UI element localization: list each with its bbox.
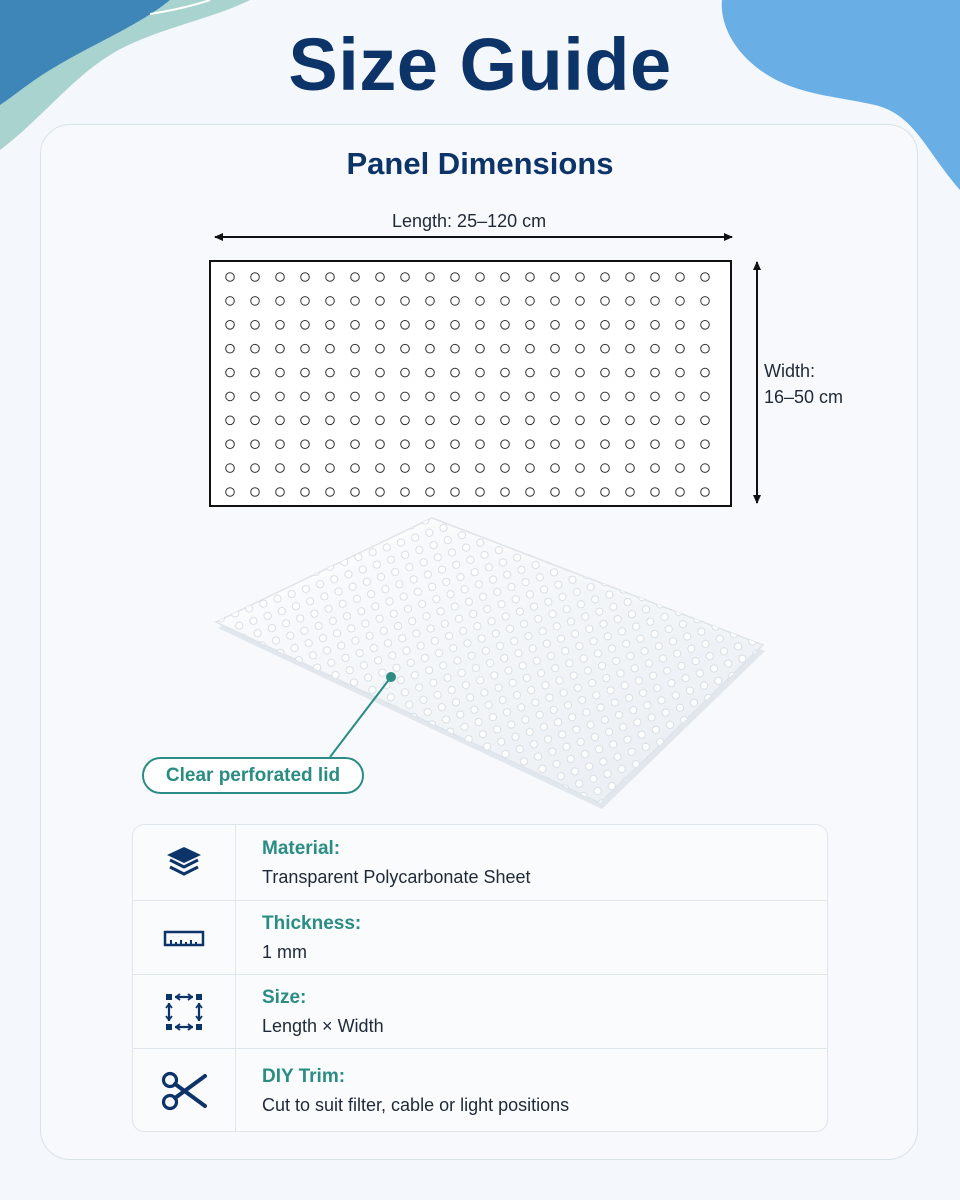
spec-label: DIY Trim: bbox=[262, 1066, 346, 1087]
callout-dot bbox=[386, 672, 396, 682]
spec-icon-cell bbox=[133, 1049, 236, 1132]
spec-row-thickness bbox=[133, 901, 827, 975]
spec-value: Cut to suit filter, cable or light positions bbox=[262, 1095, 570, 1115]
spec-value: Transparent Polycarbonate Sheet bbox=[262, 866, 531, 887]
spec-icon-cell bbox=[133, 825, 236, 900]
scissors-icon bbox=[161, 1070, 207, 1112]
layers-icon bbox=[164, 845, 204, 881]
spec-text bbox=[236, 1049, 569, 1132]
length-dimension-label: Length: 25–120 cm bbox=[392, 211, 547, 231]
spec-icon-cell bbox=[133, 975, 236, 1048]
page-title: Size Guide bbox=[288, 23, 672, 106]
spec-text bbox=[236, 975, 384, 1048]
spec-table bbox=[132, 824, 828, 1132]
spec-value: 1 mm bbox=[262, 941, 307, 962]
spec-row-material bbox=[133, 825, 827, 901]
width-label-range: 16–50 cm bbox=[764, 387, 844, 408]
spec-text bbox=[236, 901, 361, 974]
spec-label: Size: bbox=[262, 986, 307, 1008]
spec-text bbox=[236, 825, 531, 900]
spec-row-size bbox=[133, 975, 827, 1049]
resize-icon bbox=[164, 992, 204, 1032]
section-title: Panel Dimensions bbox=[346, 146, 614, 181]
ruler-icon bbox=[163, 925, 205, 951]
spec-icon-cell bbox=[133, 901, 236, 974]
spec-value: Length × Width bbox=[262, 1015, 384, 1036]
callout-label: Clear perforated lid bbox=[142, 757, 364, 794]
spec-row-diy-trim bbox=[133, 1049, 827, 1132]
spec-label: Material: bbox=[262, 837, 341, 859]
spec-label: Thickness: bbox=[262, 912, 362, 934]
width-label-heading: Width: bbox=[764, 361, 816, 381]
